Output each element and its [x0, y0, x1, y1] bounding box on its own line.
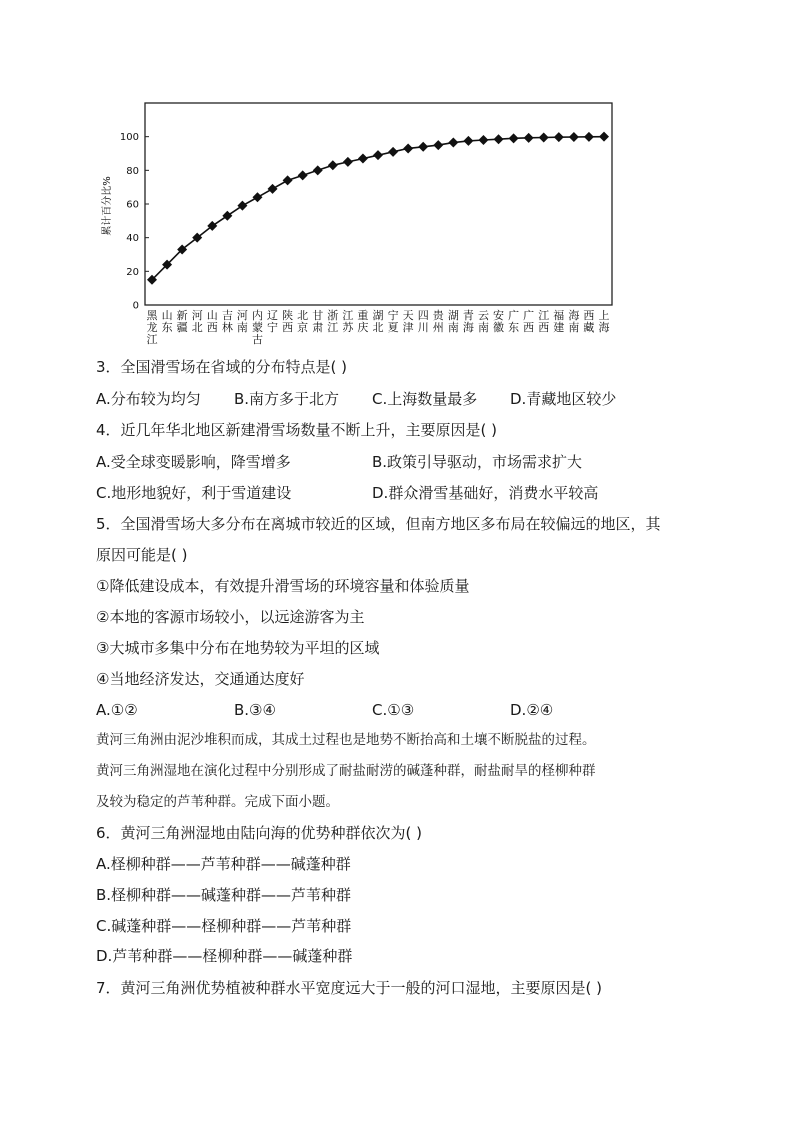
- x-tick-label: 湖北: [372, 309, 384, 334]
- q5-stem-line2: 原因可能是( ): [96, 546, 188, 564]
- data-point: [584, 132, 594, 142]
- data-point: [222, 211, 232, 221]
- data-point: [494, 134, 504, 144]
- data-point: [478, 135, 488, 145]
- data-point: [569, 132, 579, 142]
- q4-option-d[interactable]: D.群众滑雪基础好，消费水平较高: [372, 484, 599, 502]
- x-tick-label: 贵州: [432, 309, 444, 334]
- y-tick-label: 80: [126, 165, 139, 177]
- x-tick-label: 安徽: [493, 309, 505, 334]
- q5-statement-1: ①降低建设成本，有效提升滑雪场的环境容量和体验质量: [96, 577, 470, 595]
- y-tick-label: 40: [126, 233, 139, 245]
- data-point: [418, 142, 428, 152]
- x-tick-label: 甘肃: [312, 309, 324, 334]
- x-tick-label: 广西: [523, 309, 535, 334]
- data-point: [433, 140, 443, 150]
- x-tick-label: 吉林: [221, 309, 233, 334]
- x-tick-label: 河南: [236, 309, 248, 334]
- q6-option-a[interactable]: A.柽柳种群——芦苇种群——碱蓬种群: [96, 855, 351, 873]
- x-tick-label: 上海: [598, 309, 610, 334]
- data-point: [283, 175, 293, 185]
- data-point: [388, 147, 398, 157]
- cumulative-percent-chart: [95, 96, 615, 346]
- x-tick-label: 重庆: [357, 309, 369, 334]
- q3-option-b[interactable]: B.南方多于北方: [234, 390, 340, 408]
- data-point: [268, 184, 278, 194]
- passage-line2: 黄河三角洲湿地在演化过程中分别形成了耐盐耐涝的碱蓬种群，耐盐耐旱的柽柳种群: [96, 763, 596, 779]
- q5-option-b[interactable]: B.③④: [234, 701, 276, 719]
- x-tick-label: 陕西: [282, 309, 294, 334]
- x-tick-label: 河北: [191, 309, 203, 334]
- x-tick-label: 海南: [568, 309, 580, 334]
- data-point: [524, 133, 534, 143]
- q6-option-c[interactable]: C.碱蓬种群——柽柳种群——芦苇种群: [96, 917, 352, 935]
- x-tick-label: 江苏: [342, 309, 354, 334]
- q6-stem: 6．黄河三角洲湿地由陆向海的优势种群依次为( ): [96, 824, 423, 842]
- x-tick-label: 广东: [508, 309, 520, 334]
- y-tick-label: 60: [126, 199, 139, 211]
- data-point: [313, 165, 323, 175]
- x-tick-label: 宁夏: [387, 309, 399, 334]
- x-tick-label: 浙江: [327, 309, 339, 334]
- passage-line3: 及较为稳定的芦苇种群。完成下面小题。: [96, 794, 339, 810]
- q5-option-a[interactable]: A.①②: [96, 701, 138, 719]
- x-tick-label: 天津: [402, 309, 414, 334]
- q5-stem-line1: 5．全国滑雪场大多分布在离城市较近的区域，但南方地区多布局在较偏远的地区，其: [96, 515, 661, 533]
- x-tick-label: 内蒙古: [251, 309, 263, 346]
- data-point: [554, 132, 564, 142]
- x-tick-label: 山西: [206, 309, 218, 334]
- data-markers: [147, 132, 609, 285]
- data-point: [539, 133, 549, 143]
- data-point: [298, 170, 308, 180]
- q4-stem: 4．近几年华北地区新建滑雪场数量不断上升，主要原因是( ): [96, 421, 498, 439]
- x-tick-label: 江西: [538, 309, 550, 334]
- q5-statement-4: ④当地经济发达，交通通达度好: [96, 670, 305, 688]
- q3-option-a[interactable]: A.分布较为均匀: [96, 390, 201, 408]
- q6-option-d[interactable]: D.芦苇种群——柽柳种群——碱蓬种群: [96, 947, 353, 965]
- data-point: [373, 150, 383, 160]
- x-tick-label: 辽宁: [267, 309, 279, 334]
- q3-option-d[interactable]: D.青藏地区较少: [510, 390, 617, 408]
- plot-frame: [145, 103, 612, 305]
- x-tick-label: 新疆: [176, 309, 188, 334]
- data-point: [448, 138, 458, 148]
- y-tick-label: 0: [132, 300, 139, 312]
- q3-stem: 3．全国滑雪场在省域的分布特点是( ): [96, 358, 348, 376]
- q4-option-c[interactable]: C.地形地貌好，利于雪道建设: [96, 484, 292, 502]
- data-point: [509, 133, 519, 143]
- q4-option-a[interactable]: A.受全球变暖影响，降雪增多: [96, 453, 291, 471]
- q7-stem: 7．黄河三角洲优势植被种群水平宽度远大于一般的河口湿地，主要原因是( ): [96, 979, 603, 997]
- q5-statement-2: ②本地的客源市场较小，以远途游客为主: [96, 608, 365, 626]
- q3-option-c[interactable]: C.上海数量最多: [372, 390, 478, 408]
- x-tick-label: 云南: [477, 309, 489, 334]
- y-tick-label: 100: [119, 132, 139, 144]
- x-tick-label: 湖南: [447, 309, 459, 334]
- q4-option-b[interactable]: B.政策引导驱动，市场需求扩大: [372, 453, 583, 471]
- x-tick-label: 四川: [417, 309, 429, 334]
- q5-option-c[interactable]: C.①③: [372, 701, 415, 719]
- y-axis-label: 累计百分比%: [102, 176, 113, 236]
- q5-statement-3: ③大城市多集中分布在地势较为平坦的区域: [96, 639, 380, 657]
- data-point: [252, 192, 262, 202]
- y-tick-label: 20: [126, 266, 139, 278]
- x-tick-label: 青海: [462, 309, 474, 334]
- x-axis-labels: [147, 308, 610, 346]
- x-tick-label: 福建: [553, 309, 565, 334]
- x-tick-label: 西藏: [583, 309, 595, 334]
- data-point: [358, 154, 368, 164]
- data-point: [403, 143, 413, 153]
- data-point: [599, 132, 609, 142]
- x-tick-label: 山东: [161, 309, 173, 334]
- data-point: [237, 201, 247, 211]
- q6-option-b[interactable]: B.柽柳种群——碱蓬种群——芦苇种群: [96, 886, 352, 904]
- data-point: [463, 136, 473, 146]
- x-tick-label: 黑龙江: [146, 309, 158, 346]
- data-point: [343, 157, 353, 167]
- x-tick-label: 北京: [297, 309, 309, 334]
- q5-option-d[interactable]: D.②④: [510, 701, 554, 719]
- data-point: [328, 160, 338, 170]
- passage-line1: 黄河三角洲由泥沙堆积而成，其成土过程也是地势不断抬高和土壤不断脱盐的过程。: [96, 732, 596, 748]
